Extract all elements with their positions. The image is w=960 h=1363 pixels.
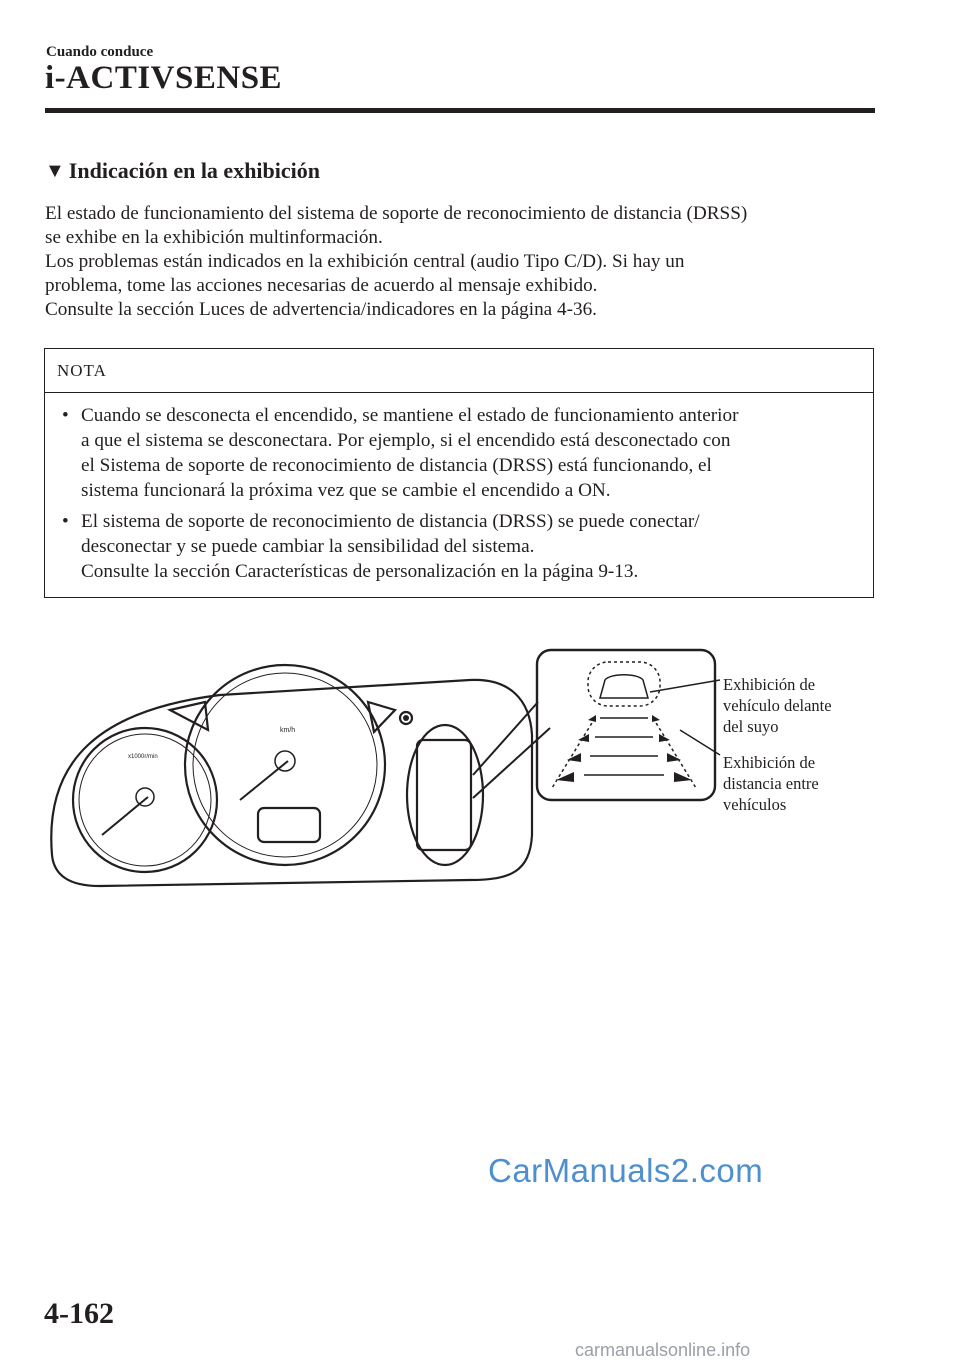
note-line: el Sistema de soporte de reconocimiento de distancia (DRSS) está funcionando, el	[81, 455, 712, 476]
callout-line: Exhibición de	[723, 675, 816, 694]
bullet-icon: •	[62, 511, 69, 532]
body-line: Consulte la sección Luces de advertencia/indicadores en la página 4-36.	[45, 299, 597, 320]
bullet-icon: •	[62, 405, 69, 426]
speedometer-gauge	[185, 665, 385, 865]
watermark-link[interactable]: CarManuals2.com	[488, 1152, 764, 1189]
distance-markers	[556, 715, 692, 782]
indicator-lamp-left	[170, 702, 208, 730]
chapter-title: i-ACTIVSENSE	[45, 60, 283, 96]
body-line: problema, tome las acciones necesarias de acuerdo al mensaje exhibido.	[45, 275, 598, 296]
note-list	[61, 403, 861, 590]
note-item	[61, 509, 861, 584]
note-header	[45, 349, 873, 393]
callout-line: Exhibición de	[723, 753, 816, 772]
callout-label-vehicle-ahead	[723, 674, 832, 737]
note-line: a que el sistema se desconectara. Por ejemplo, si el encendido está desconectado con	[81, 430, 731, 451]
body-line: se exhibe en la exhibición multinformación.	[45, 227, 383, 248]
indicator-lamp-right	[368, 702, 395, 732]
subsection-title: Indicación en la exhibición	[68, 158, 321, 183]
distance-display	[552, 662, 696, 788]
note-line: El sistema de soporte de reconocimiento de distancia (DRSS) se puede conectar/	[81, 511, 700, 532]
callout-line: vehículos	[723, 795, 787, 814]
callout-line: del suyo	[723, 717, 779, 736]
callout-label-distance	[723, 752, 819, 815]
trip-knob-center	[403, 715, 409, 721]
instrument-cluster-figure	[40, 640, 740, 900]
page-number: 4-162	[44, 1297, 114, 1330]
header-divider	[45, 108, 875, 113]
note-line: sistema funcionará la próxima vez que se cambie el encendido a ON.	[81, 480, 611, 501]
callout-line: vehículo delante	[723, 696, 832, 715]
section-label: Cuando conduce	[46, 44, 154, 60]
triangle-marker-icon: ▼	[45, 159, 65, 182]
footer-site-link[interactable]: carmanualsonline.info	[575, 1340, 751, 1360]
note-item	[61, 403, 861, 503]
note-line: Cuando se desconecta el encendido, se mantiene el estado de funcionamiento anterior	[81, 405, 739, 426]
note-box	[44, 348, 874, 598]
callout-pointer	[473, 702, 550, 798]
speedometer-gauge-inner	[193, 673, 377, 857]
subsection-heading	[45, 158, 320, 184]
note-title: NOTA	[57, 361, 107, 380]
body-line: El estado de funcionamiento del sistema de soporte de reconocimiento de distancia (DRSS)	[45, 203, 748, 224]
note-line: Consulte la sección Características de personalización en la página 9-13.	[81, 561, 639, 582]
note-line: desconectar y se puede cambiar la sensibilidad del sistema.	[81, 536, 535, 557]
cluster-housing	[51, 680, 532, 886]
odometer-window	[258, 808, 320, 842]
body-line: Los problemas están indicados en la exhibición central (audio Tipo C/D). Si hay un	[45, 251, 685, 272]
display-screen	[417, 740, 471, 850]
speedometer-label: km/h	[280, 727, 296, 734]
tachometer-label: x1000r/min	[128, 754, 158, 760]
body-paragraph	[45, 202, 885, 322]
callout-line: distancia entre	[723, 774, 819, 793]
